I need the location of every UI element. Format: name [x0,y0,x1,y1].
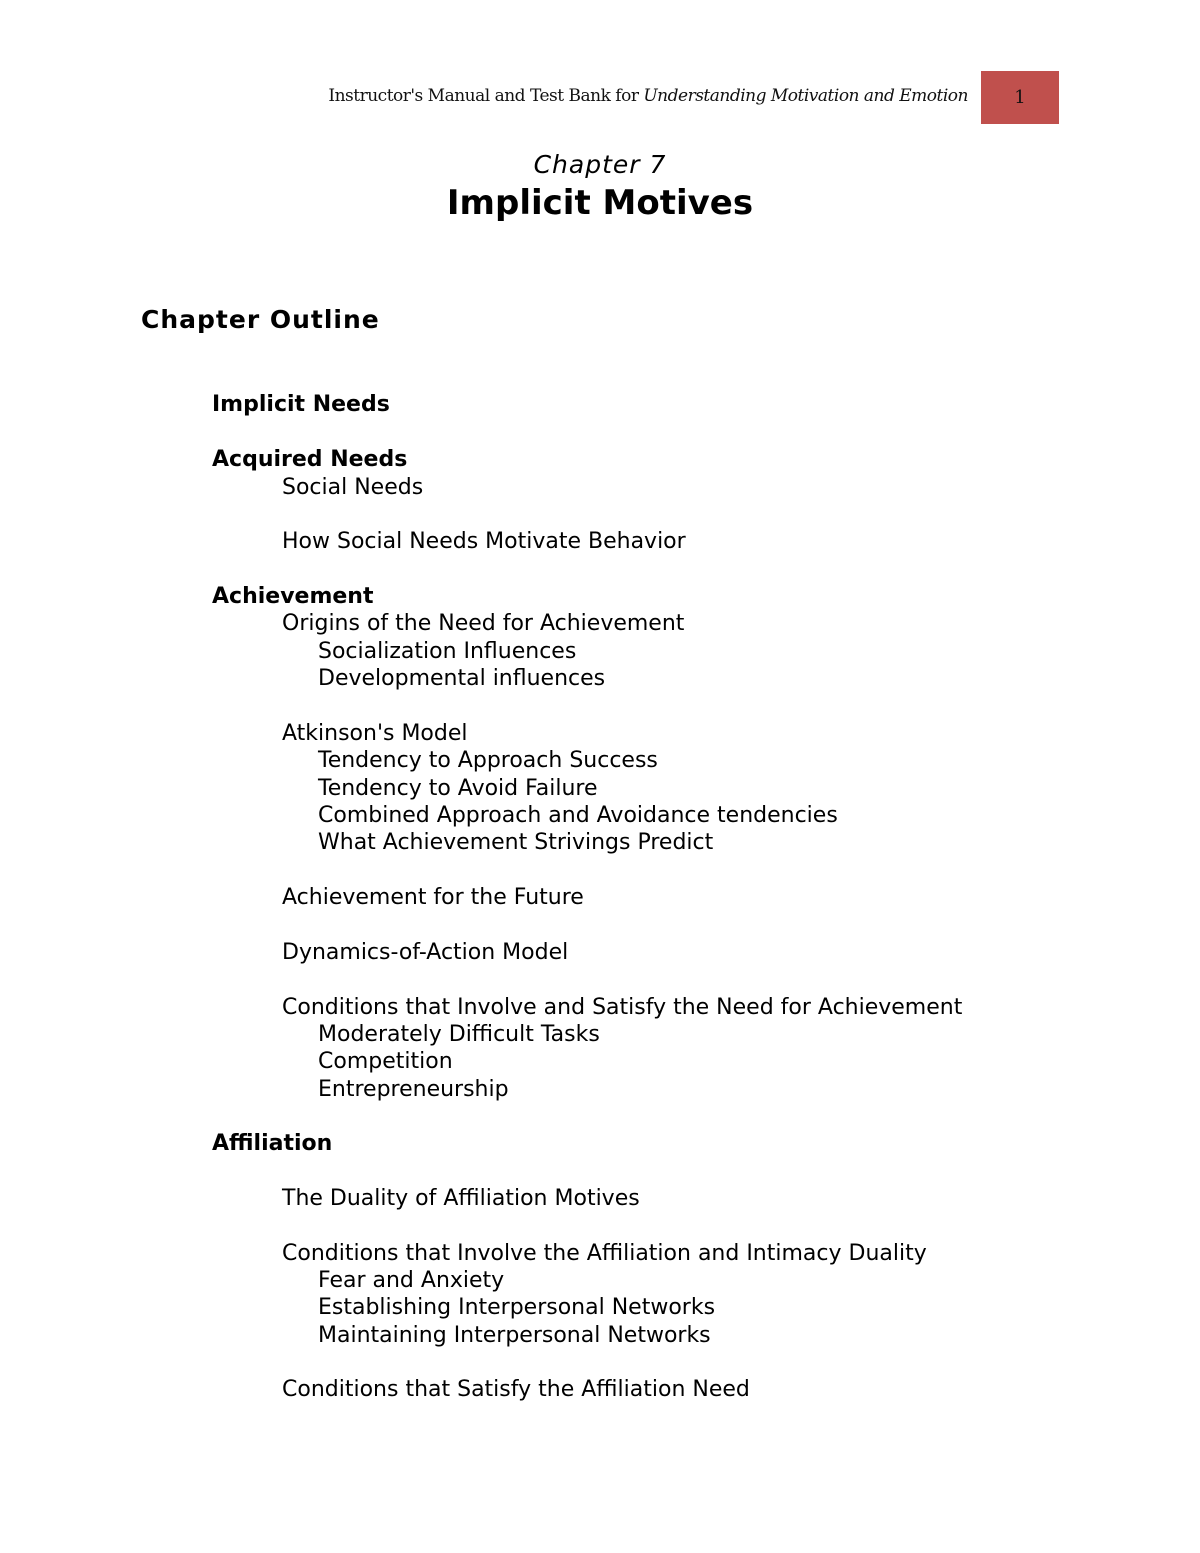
outline-subsection: Conditions that Satisfy the Affiliation Need [282,1377,750,1402]
header-prefix: Instructor's Manual and Test Bank for [328,86,644,106]
outline-topic: Socialization Influences [318,639,577,664]
chapter-title: Implicit Motives [446,183,754,223]
outline-subsection: Achievement for the Future [282,885,584,910]
outline-topic: Moderately Difficult Tasks [318,1022,600,1047]
outline-topic: Competition [318,1049,453,1074]
header-book-title: Understanding Motivation and Emotion [643,86,968,106]
outline-section: Implicit Needs [212,392,390,417]
outline-section: Affiliation [212,1131,333,1156]
outline-topic: Maintaining Interpersonal Networks [318,1323,711,1348]
outline-subsection: How Social Needs Motivate Behavior [282,529,686,554]
outline-subsection: Social Needs [282,475,424,500]
outline-subsection: Origins of the Need for Achievement [282,611,685,636]
outline-subsection: Dynamics-of-Action Model [282,940,569,965]
outline-topic: Developmental influences [318,666,606,691]
outline-subsection: Atkinson's Model [282,721,468,746]
outline-topic: Establishing Interpersonal Networks [318,1295,716,1320]
outline-subsection: Conditions that Involve and Satisfy the Need for Achievement [282,995,963,1020]
outline-subsection: Conditions that Involve the Affiliation and Intimacy Duality [282,1241,927,1266]
outline-subsection: The Duality of Affiliation Motives [282,1186,640,1211]
outline-topic: Combined Approach and Avoidance tendencies [318,803,838,828]
outline-section: Achievement [212,584,374,609]
outline-topic: What Achievement Strivings Predict [318,830,714,855]
outline-topic: Tendency to Avoid Failure [318,776,598,801]
outline-heading: Chapter Outline [141,305,380,334]
outline-section: Acquired Needs [212,447,408,472]
page-number: 1 [1014,87,1026,108]
outline-topic: Fear and Anxiety [318,1268,505,1293]
outline-topic: Entrepreneurship [318,1077,509,1102]
chapter-label: Chapter 7 [533,150,667,179]
outline-topic: Tendency to Approach Success [318,748,658,773]
